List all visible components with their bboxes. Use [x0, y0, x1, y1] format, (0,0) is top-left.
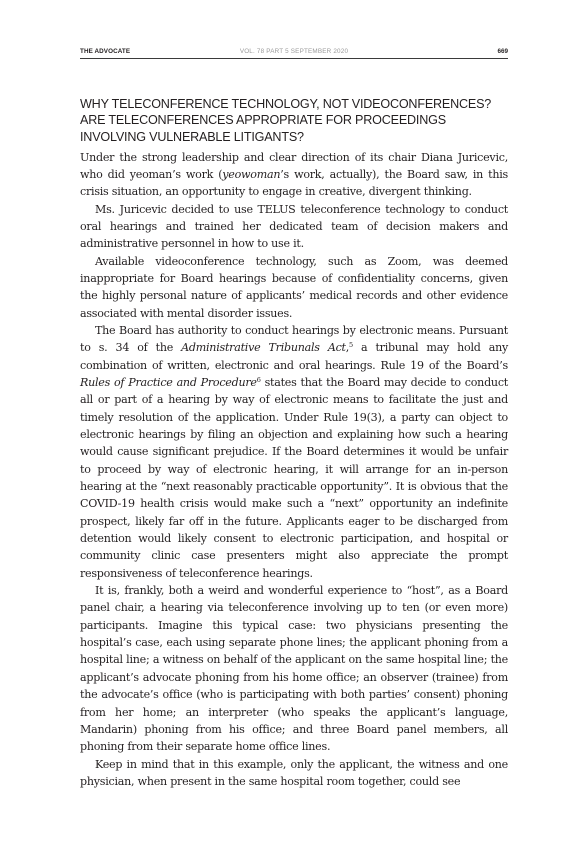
paragraph-5: It is, frankly, both a weird and wonderful experience to “host”, as a Board panel chair, a hearing via teleconference involving up to ten (or even more) participants. Imagine this typical case: two physicians presenting the hospital’s case, each using separate phone lines; the applicant phoning from a hospital line; a witness on behalf of the applicant on the same hospital line; the applicant’s advocate phoning from his home office; an observer (trainee) from the advocate’s office (who is participating with both parties’ consent) phoning from her home; an interpreter (who speaks the applicant’s language, Mandarin) phoning from his office; and three Board panel members, all phoning from their separate home office lines.: [80, 584, 508, 754]
paragraph-4-text-c: states that the Board may decide to conduct all or part of a hearing by way of electronic means to facilitate the just and timely resolution of the application. Under Rule 19(3), a party can object to electronic hearings by filing an objection and explaining how such a hearing would cause significant prejudice. If the Board determines it would be unfair to proceed by way of electronic hearing, it will arrange for an in-person hearing at the “next reasonably practicable opportunity”. It is obvious that the COVID-19 health crisis would make such a “next” opportunity an indefinite prospect, likely far off in the future. Applicants eager to be discharged from detention would likely consent to electronic participation, and hospital or community clinic case presenters might also appreciate the prompt responsiveness of teleconference hearings.: [80, 375, 508, 580]
section-heading: WHY TELECONFERENCE TECHNOLOGY, NOT VIDEOCONFERENCES? ARE TELECONFERENCES APPROPRIATE FOR PROCEEDINGS INVOLVING VULNERABLE LITIGANTS?: [80, 97, 492, 144]
issue-info: VOL. 78 PART 5 SEPTEMBER 2020: [239, 48, 349, 55]
paragraph-3: Available videoconference technology, such as Zoom, was deemed inappropriate for Board hearings because of confidentiality concerns, given the highly personal nature of applicants’ medical records and other evidence associated with mental disorder issues.: [80, 254, 508, 320]
comma: ,: [345, 341, 350, 355]
page-number: 669: [497, 48, 508, 55]
statute-title: Administrative Tribunals Act: [181, 341, 346, 355]
footnote-ref-6: 6: [256, 375, 261, 384]
paragraph-2: Ms. Juricevic decided to use TELUS teleconference technology to conduct oral hearings and trained her dedicated team of decision makers and administrative personnel in how to use it.: [80, 202, 508, 251]
paragraph-6: Keep in mind that in this example, only the applicant, the witness and one physician, when present in the same hospital room together, could see: [80, 757, 508, 788]
journal-name: THE ADVOCATE: [80, 48, 131, 55]
article-body: [80, 149, 508, 791]
paragraph-1-text-b: ’s work, actually), the Board saw, in this crisis situation, an opportunity to engage in creative, divergent thinking.: [80, 167, 508, 199]
footnote-ref-5: 5: [349, 341, 353, 350]
paragraph-1-emphasis: yeowoman: [222, 167, 281, 181]
paragraph-1: [80, 149, 508, 201]
header-rule: [80, 58, 508, 59]
rules-title: Rules of Practice and Procedure: [80, 375, 257, 389]
paragraph-4: [80, 322, 508, 582]
paragraph-4-text-b: a tribunal may hold any combination of written, electronic and oral hearings. Rule 19 of the Board’s: [80, 341, 509, 372]
paragraph-4-text-a: The Board has authority to conduct hearings by electronic means. Pursuant to s. 34 of the: [80, 323, 508, 355]
paragraph-1-text-a: Under the strong leadership and clear direction of its chair Diana Juricevic, who did yeoman’s work (: [80, 150, 508, 181]
